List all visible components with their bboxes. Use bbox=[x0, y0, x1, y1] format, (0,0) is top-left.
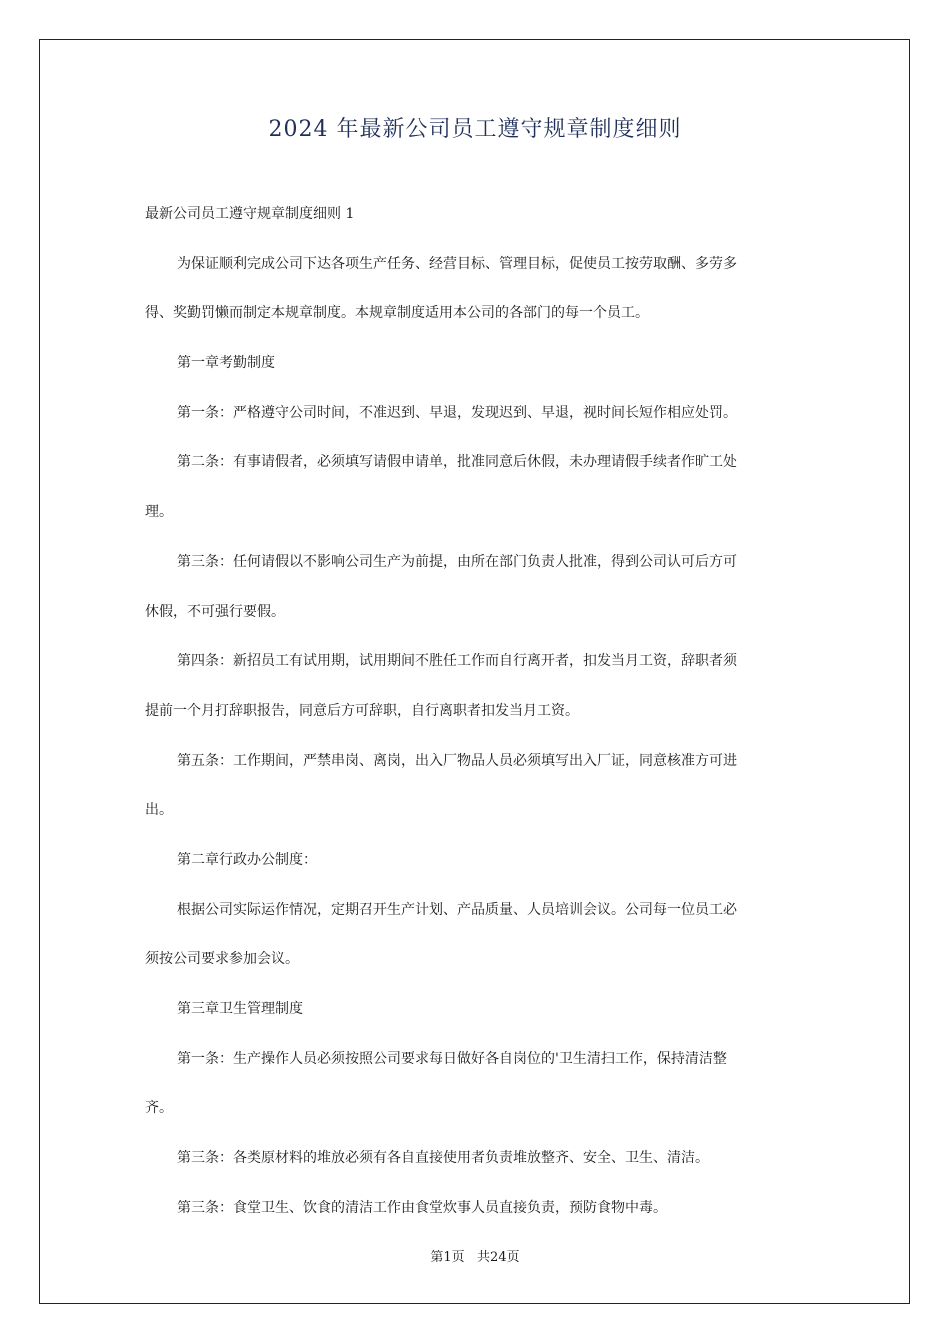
paragraph-line: 齐。 bbox=[145, 1100, 173, 1117]
paragraph-line: 理。 bbox=[145, 504, 173, 521]
paragraph-line: 第五条：工作期间，严禁串岗、离岗，出入厂物品人员必须填写出入厂证，同意核准方可进 bbox=[177, 752, 737, 769]
paragraph-line: 第三条：食堂卫生、饮食的清洁工作由食堂炊事人员直接负责，预防食物中毒。 bbox=[177, 1199, 667, 1216]
paragraph-line: 提前一个月打辞职报告，同意后方可辞职，自行离职者扣发当月工资。 bbox=[145, 702, 579, 719]
paragraph-line: 休假，不可强行要假。 bbox=[145, 603, 285, 620]
paragraph-line: 为保证顺利完成公司下达各项生产任务、经营目标、管理目标，促使员工按劳取酬、多劳多 bbox=[177, 255, 737, 272]
section-heading: 最新公司员工遵守规章制度细则 1 bbox=[145, 206, 355, 222]
document-body bbox=[145, 199, 809, 1242]
paragraph-line: 第三条：任何请假以不影响公司生产为前提，由所在部门负责人批准，得到公司认可后方可 bbox=[177, 553, 737, 570]
paragraph-line: 得、奖勤罚懒而制定本规章制度。本规章制度适用本公司的各部门的每一个员工。 bbox=[145, 305, 649, 322]
page-number: 第1页 共24页 bbox=[430, 1250, 520, 1265]
chapter-heading: 第三章卫生管理制度 bbox=[177, 1001, 303, 1017]
paragraph-line: 出。 bbox=[145, 802, 173, 819]
chapter-heading: 第一章考勤制度 bbox=[177, 355, 275, 372]
paragraph-line: 根据公司实际运作情况，定期召开生产计划、产品质量、人员培训会议。公司每一位员工必 bbox=[177, 901, 737, 918]
chapter-heading: 第二章行政办公制度： bbox=[177, 851, 317, 868]
paragraph-line: 须按公司要求参加会议。 bbox=[145, 951, 299, 968]
document-title: 2024 年最新公司员工遵守规章制度细则 bbox=[268, 117, 682, 142]
paragraph-line: 第三条：各类原材料的堆放必须有各自直接使用者负责堆放整齐、安全、卫生、清洁。 bbox=[177, 1150, 709, 1167]
paragraph-line: 第二条：有事请假者，必须填写请假申请单，批准同意后休假，未办理请假手续者作旷工处 bbox=[177, 454, 737, 471]
paragraph-line: 第一条：严格遵守公司时间，不准迟到、早退，发现迟到、早退，视时间长短作相应处罚。 bbox=[177, 404, 737, 421]
paragraph-line: 第一条：生产操作人员必须按照公司要求每日做好各自岗位的'卫生清扫工作，保持清洁整 bbox=[177, 1050, 727, 1067]
paragraph-line: 第四条：新招员工有试用期，试用期间不胜任工作而自行离开者，扣发当月工资，辞职者须 bbox=[177, 653, 737, 670]
